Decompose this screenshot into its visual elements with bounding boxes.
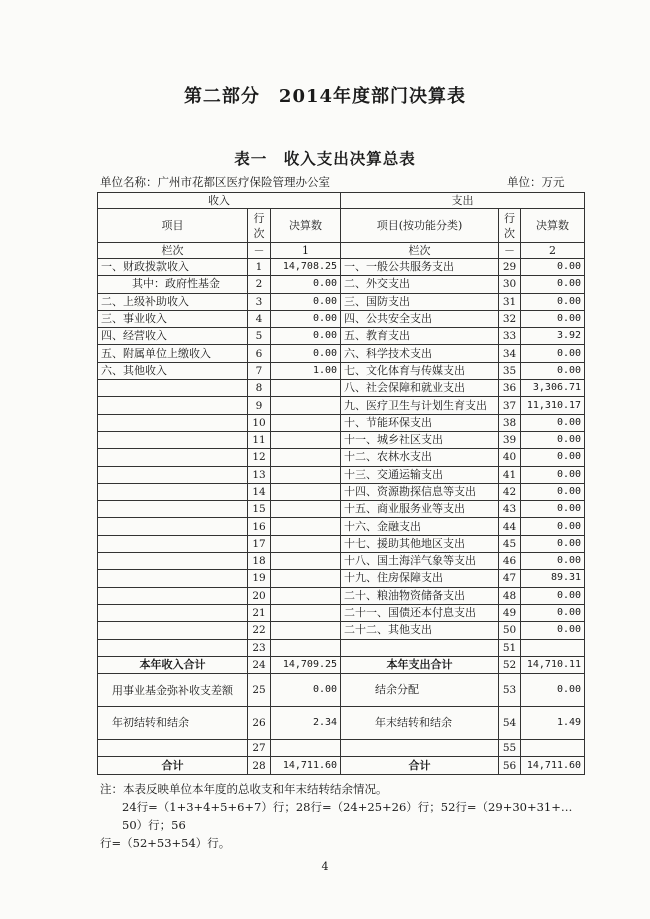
carryover-row (98, 707, 585, 740)
header-row-sections (98, 193, 585, 209)
income-item (98, 466, 248, 483)
expense-row-no: 44 (499, 518, 521, 535)
expense-row-no: 37 (499, 397, 521, 414)
expense-item: 二、外交支出 (341, 276, 499, 293)
expense-row-no: 45 (499, 535, 521, 552)
year-expense-total-value: 14,710.11 (521, 656, 585, 673)
expense-item: 十、节能环保支出 (341, 414, 499, 431)
expense-value: 0.00 (521, 518, 585, 535)
income-item (98, 431, 248, 448)
begin-no: 26 (248, 707, 271, 740)
expense-row-no: 34 (499, 345, 521, 362)
income-row-no: 14 (248, 483, 271, 500)
expense-item: 十五、商业服务业等支出 (341, 501, 499, 518)
expense-item: 十一、城乡社区支出 (341, 431, 499, 448)
income-value: 0.00 (271, 328, 341, 345)
year-total-row (98, 656, 585, 673)
income-row-no: 12 (248, 449, 271, 466)
income-value (271, 535, 341, 552)
income-row-no: 10 (248, 414, 271, 431)
expense-value: 0.00 (521, 310, 585, 327)
col-header-row-no: 行次 (248, 209, 271, 243)
expense-row-no: 35 (499, 362, 521, 379)
income-item (98, 397, 248, 414)
income-value (271, 414, 341, 431)
dist-no: 53 (499, 674, 521, 707)
income-value (271, 449, 341, 466)
expense-value: 0.00 (521, 414, 585, 431)
expense-item: 十二、农林水支出 (341, 449, 499, 466)
income-row-no: 15 (248, 501, 271, 518)
income-expense-table (97, 192, 585, 775)
table-row (98, 397, 585, 414)
table-row (98, 483, 585, 500)
income-row-no: 23 (248, 639, 271, 656)
income-row-no: 8 (248, 380, 271, 397)
grand-total-row (98, 757, 585, 774)
income-value: 1.00 (271, 362, 341, 379)
col-header-item: 项目 (98, 209, 248, 243)
expense-item: 二十二、其他支出 (341, 622, 499, 639)
table-row (98, 431, 585, 448)
expense-value: 0.00 (521, 483, 585, 500)
dist-value: 0.00 (521, 674, 585, 707)
lanci-label-2: 栏次 (341, 243, 499, 259)
expense-row-no: 39 (499, 431, 521, 448)
income-row-no: 19 (248, 570, 271, 587)
table-note (100, 780, 590, 852)
expense-value: 0.00 (521, 259, 585, 276)
income-header: 收入 (98, 193, 341, 209)
table-title: 表一 收入支出决算总表 (234, 149, 416, 168)
blank-no-1: 27 (248, 740, 271, 757)
table-row (98, 414, 585, 431)
table-row (98, 639, 585, 656)
table-row (98, 466, 585, 483)
expense-row-no: 50 (499, 622, 521, 639)
grand-total-label: 合计 (98, 757, 248, 774)
expense-value: 0.00 (521, 431, 585, 448)
blank-cell (521, 740, 585, 757)
table-row (98, 587, 585, 604)
table-row (98, 604, 585, 621)
expense-row-no: 48 (499, 587, 521, 604)
fund-value: 0.00 (271, 674, 341, 707)
income-item (98, 587, 248, 604)
expense-row-no: 38 (499, 414, 521, 431)
table-row (98, 380, 585, 397)
grand-total-no-1: 28 (248, 757, 271, 774)
expense-item: 二十、粮油物资储备支出 (341, 587, 499, 604)
expense-value: 11,310.17 (521, 397, 585, 414)
income-item (98, 570, 248, 587)
income-value: 14,708.25 (271, 259, 341, 276)
blank-row (98, 740, 585, 757)
income-item: 四、经营收入 (98, 328, 248, 345)
table-row (98, 553, 585, 570)
income-item: 五、附属单位上缴收入 (98, 345, 248, 362)
expense-item: 六、科学技术支出 (341, 345, 499, 362)
grand-total-value-2: 14,711.60 (521, 757, 585, 774)
income-row-no: 6 (248, 345, 271, 362)
note-line-2: 24行=（1+3+4+5+6+7）行；28行=（24+25+26）行；52行=（29+30+31+…50）行；56 (122, 800, 573, 832)
begin-label: 年初结转和结余 (98, 707, 248, 740)
income-row-no: 17 (248, 535, 271, 552)
expense-row-no: 33 (499, 328, 521, 345)
expense-value: 3,306.71 (521, 380, 585, 397)
table-row (98, 501, 585, 518)
expense-row-no: 30 (499, 276, 521, 293)
income-row-no: 20 (248, 587, 271, 604)
col-header-amount: 决算数 (271, 209, 341, 243)
income-row-no: 3 (248, 293, 271, 310)
income-row-no: 13 (248, 466, 271, 483)
expense-row-no: 40 (499, 449, 521, 466)
income-item (98, 449, 248, 466)
lanci-dash: － (248, 243, 271, 259)
expense-row-no: 32 (499, 310, 521, 327)
note-line-1: 注：本表反映单位本年度的总收支和年末结转结余情况。 (100, 782, 388, 796)
lanci-label: 栏次 (98, 243, 248, 259)
income-value (271, 431, 341, 448)
year-expense-total-label: 本年支出合计 (341, 656, 499, 673)
table-row (98, 449, 585, 466)
expense-header: 支出 (341, 193, 585, 209)
expense-item: 五、教育支出 (341, 328, 499, 345)
expense-item: 十八、国土海洋气象等支出 (341, 553, 499, 570)
income-row-no: 9 (248, 397, 271, 414)
table-row (98, 293, 585, 310)
expense-value: 0.00 (521, 553, 585, 570)
expense-row-no: 31 (499, 293, 521, 310)
income-value (271, 397, 341, 414)
unit-measure: 单位：万元 (507, 175, 565, 189)
income-row-no: 22 (248, 622, 271, 639)
table-row (98, 518, 585, 535)
income-value (271, 501, 341, 518)
expense-row-no: 46 (499, 553, 521, 570)
expense-row-no: 49 (499, 604, 521, 621)
fund-row (98, 674, 585, 707)
expense-value: 0.00 (521, 535, 585, 552)
expense-row-no: 36 (499, 380, 521, 397)
income-item (98, 553, 248, 570)
expense-value: 0.00 (521, 293, 585, 310)
col-header-item-func: 项目(按功能分类) (341, 209, 499, 243)
grand-total-label-2: 合计 (341, 757, 499, 774)
year-income-total-label: 本年收入合计 (98, 656, 248, 673)
expense-row-no: 43 (499, 501, 521, 518)
income-value: 0.00 (271, 293, 341, 310)
year-income-total-value: 14,709.25 (271, 656, 341, 673)
expense-value: 0.00 (521, 345, 585, 362)
unit-line (100, 174, 580, 190)
expense-row-no: 41 (499, 466, 521, 483)
page-number: 4 (321, 860, 329, 873)
blank-cell (271, 740, 341, 757)
income-row-no: 5 (248, 328, 271, 345)
table-row (98, 535, 585, 552)
expense-value: 3.92 (521, 328, 585, 345)
expense-item: 十七、援助其他地区支出 (341, 535, 499, 552)
income-value (271, 622, 341, 639)
income-item (98, 639, 248, 656)
income-item (98, 535, 248, 552)
expense-item: 十六、金融支出 (341, 518, 499, 535)
income-row-no: 21 (248, 604, 271, 621)
expense-item: 十九、住房保障支出 (341, 570, 499, 587)
income-item: 六、其他收入 (98, 362, 248, 379)
income-item: 三、事业收入 (98, 310, 248, 327)
income-value: 0.00 (271, 276, 341, 293)
expense-item: 二十一、国债还本付息支出 (341, 604, 499, 621)
expense-value: 0.00 (521, 449, 585, 466)
begin-value: 2.34 (271, 707, 341, 740)
blank-cell (341, 740, 499, 757)
expense-value: 89.31 (521, 570, 585, 587)
col-header-amount-2: 决算数 (521, 209, 585, 243)
income-item: 二、上级补助收入 (98, 293, 248, 310)
income-row-no: 18 (248, 553, 271, 570)
income-item (98, 604, 248, 621)
expense-value: 0.00 (521, 362, 585, 379)
expense-row-no: 42 (499, 483, 521, 500)
blank-no-2: 55 (499, 740, 521, 757)
table-row (98, 276, 585, 293)
end-value: 1.49 (521, 707, 585, 740)
grand-total-no-2: 56 (499, 757, 521, 774)
table-row (98, 259, 585, 276)
expense-item: 八、社会保障和就业支出 (341, 380, 499, 397)
note-line-3: 行=（52+53+54）行。 (100, 836, 231, 850)
income-item (98, 518, 248, 535)
income-value (271, 570, 341, 587)
unit-name: 单位名称：广州市花都区医疗保险管理办公室 (100, 175, 330, 189)
expense-value: 0.00 (521, 587, 585, 604)
end-label: 年末结转和结余 (341, 707, 499, 740)
income-value (271, 553, 341, 570)
expense-row-no: 29 (499, 259, 521, 276)
expense-value (521, 639, 585, 656)
expense-item (341, 639, 499, 656)
income-value: 0.00 (271, 310, 341, 327)
expense-item: 十三、交通运输支出 (341, 466, 499, 483)
page-title: 第二部分 2014年度部门决算表 (183, 86, 467, 107)
lanci-dash-2: － (499, 243, 521, 259)
income-item (98, 380, 248, 397)
income-value (271, 639, 341, 656)
year-expense-total-no: 52 (499, 656, 521, 673)
table-row (98, 345, 585, 362)
table-row (98, 622, 585, 639)
income-row-no: 4 (248, 310, 271, 327)
expense-value: 0.00 (521, 622, 585, 639)
table-row (98, 362, 585, 379)
fund-no: 25 (248, 674, 271, 707)
income-item (98, 501, 248, 518)
income-value (271, 466, 341, 483)
header-row-columns (98, 209, 585, 243)
income-value (271, 380, 341, 397)
income-row-no: 11 (248, 431, 271, 448)
income-row-no: 2 (248, 276, 271, 293)
lanci-col2: 2 (521, 243, 585, 259)
income-value (271, 483, 341, 500)
expense-row-no: 47 (499, 570, 521, 587)
table-row (98, 328, 585, 345)
income-row-no: 16 (248, 518, 271, 535)
expense-value: 0.00 (521, 604, 585, 621)
table-row (98, 310, 585, 327)
lanci-col1: 1 (271, 243, 341, 259)
expense-item: 十四、资源勘探信息等支出 (341, 483, 499, 500)
expense-item: 一、一般公共服务支出 (341, 259, 499, 276)
income-item (98, 622, 248, 639)
income-value (271, 604, 341, 621)
expense-value: 0.00 (521, 276, 585, 293)
expense-row-no: 51 (499, 639, 521, 656)
income-row-no: 7 (248, 362, 271, 379)
dist-label: 结余分配 (341, 674, 499, 707)
lanci-row (98, 243, 585, 259)
expense-value: 0.00 (521, 501, 585, 518)
income-row-no: 1 (248, 259, 271, 276)
income-value (271, 518, 341, 535)
year-income-total-no: 24 (248, 656, 271, 673)
grand-total-value-1: 14,711.60 (271, 757, 341, 774)
fund-label: 用事业基金弥补收支差额 (98, 674, 248, 707)
expense-value: 0.00 (521, 466, 585, 483)
income-value: 0.00 (271, 345, 341, 362)
income-item: 一、财政拨款收入 (98, 259, 248, 276)
income-item (98, 414, 248, 431)
income-item (98, 483, 248, 500)
col-header-row-no-2: 行次 (499, 209, 521, 243)
expense-item: 三、国防支出 (341, 293, 499, 310)
income-value (271, 587, 341, 604)
expense-item: 四、公共安全支出 (341, 310, 499, 327)
end-no: 54 (499, 707, 521, 740)
expense-item: 七、文化体育与传媒支出 (341, 362, 499, 379)
income-item: 其中：政府性基金 (98, 276, 248, 293)
blank-cell (98, 740, 248, 757)
expense-item: 九、医疗卫生与计划生育支出 (341, 397, 499, 414)
table-row (98, 570, 585, 587)
